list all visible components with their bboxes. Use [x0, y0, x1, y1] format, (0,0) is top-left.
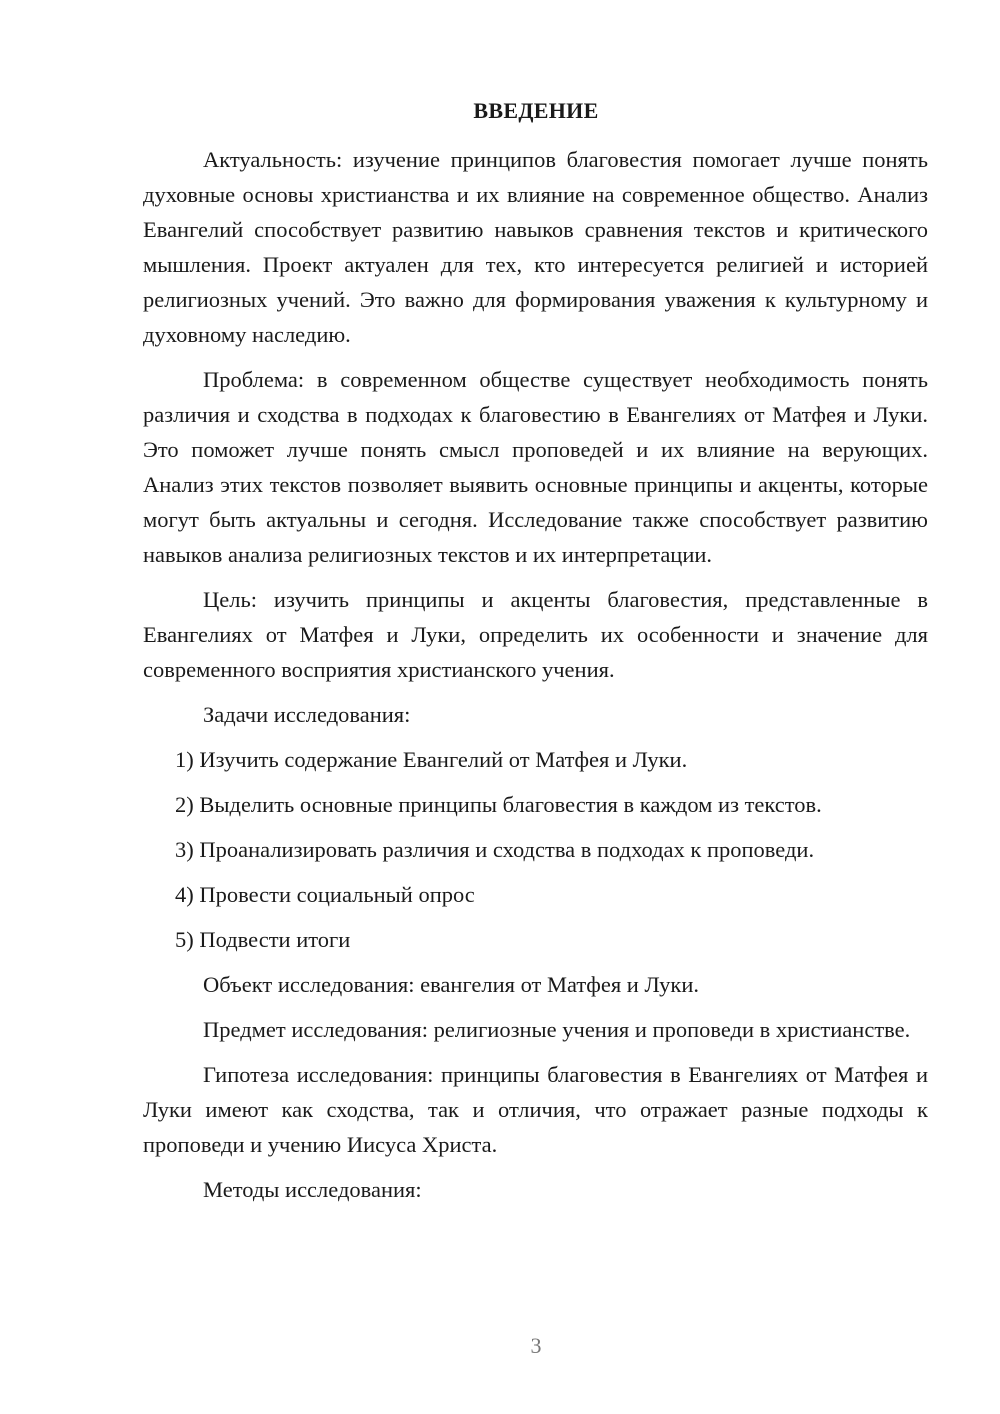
paragraph-goal: Цель: изучить принципы и акценты благовестия, представленные в Евангелиях от Матфея и Луки, определить их особенности и значение для современного восприятия христианского учения.: [143, 587, 928, 682]
page-number: 3: [530, 1333, 542, 1358]
list-item: 5) Подвести итоги: [175, 927, 351, 952]
page-title: ВВЕДЕНИЕ: [473, 98, 599, 123]
paragraph-hypothesis: Гипотеза исследования: принципы благовестия в Евангелиях от Матфея и Луки имеют как сходства, так и отличия, что отражает разные подходы к проповеди и учению Иисуса Христа.: [143, 1062, 928, 1157]
tasks-heading: Задачи исследования:: [203, 702, 411, 727]
document-body: [143, 142, 928, 1217]
tasks-list: [143, 742, 928, 957]
list-item: 1) Изучить содержание Евангелий от Матфея и Луки.: [175, 747, 688, 772]
paragraph-relevance: Актуальность: изучение принципов благовестия помогает лучше понять духовные основы христианства и их влияние на современное общество. Анализ Евангелий способствует развитию навыков сравнения текстов и критического мышления. Проект актуален для тех, кто интересуется религией и историей религиозных учений. Это важно для формирования уважения к культурному и духовному наследию.: [143, 147, 928, 347]
list-item: 2) Выделить основные принципы благовестия в каждом из текстов.: [175, 792, 822, 817]
paragraph-subject: Предмет исследования: религиозные учения и проповеди в христианстве.: [203, 1017, 911, 1042]
list-item: 4) Провести социальный опрос: [175, 882, 475, 907]
paragraph-problem: Проблема: в современном обществе существует необходимость понять различия и сходства в подходах к благовестию в Евангелиях от Матфея и Луки. Это поможет лучше понять смысл проповедей и их влияние на верующих. Анализ этих текстов позволяет выявить основные принципы и акценты, которые могут быть актуальны и сегодня. Исследование также способствует развитию навыков анализа религиозных текстов и их интерпретации.: [143, 367, 928, 567]
paragraph-object: Объект исследования: евангелия от Матфея и Луки.: [203, 972, 700, 997]
list-item: 3) Проанализировать различия и сходства в подходах к проповеди.: [175, 837, 815, 862]
methods-heading: Методы исследования:: [203, 1177, 422, 1202]
